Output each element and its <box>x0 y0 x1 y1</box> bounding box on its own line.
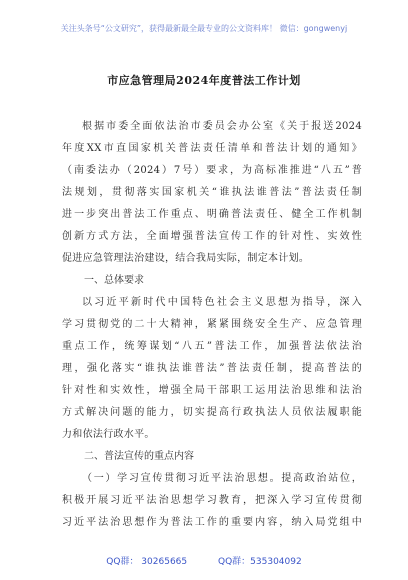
section2-paragraph <box>62 468 362 534</box>
section-heading-general-requirements: 一、总体要求 <box>84 275 144 286</box>
section1-line: 方式解决问题的能力，切实提高行政执法人员依法履职能 <box>62 407 362 418</box>
footer-contact <box>0 554 408 567</box>
intro-line: 法规划，贯彻落实国家机关“谁执法谁普法”普法责任制 <box>62 187 362 198</box>
intro-line: 创新方式方法，全面增强普法宣传工作的针对性、实效性 <box>62 231 362 242</box>
intro-line: 根据市委全面依法治市委员会办公室《关于报送2024 <box>82 121 362 132</box>
footer-qq-group-2: QQ群：535304092 <box>218 557 302 567</box>
section-heading-key-content: 二、普法宣传的重点内容 <box>84 451 194 462</box>
intro-line: （南委法办（2024）7号）要求，为高标准推进“八五”普 <box>62 165 362 176</box>
section1-line: 力和依法行政水平。 <box>62 429 155 440</box>
promo-banner: 关注头条号“公文研究”，获得最新最全最专业的公文资料库！ 微信：gongwenyj <box>60 24 348 33</box>
intro-paragraph <box>62 116 362 270</box>
document-title: 市应急管理局2024年度普法工作计划 <box>107 74 301 87</box>
intro-line: 进一步突出普法工作重点、明确普法责任、健全工作机制 <box>62 209 362 220</box>
intro-line: 促进应急管理法治建设，结合我局实际，制定本计划。 <box>62 253 310 264</box>
intro-line: 年度XX市直国家机关普法责任清单和普法计划的通知》 <box>62 143 362 154</box>
section1-line: 以习近平新时代中国特色社会主义思想为指导，深入 <box>82 297 362 308</box>
section1-line: 学习贯彻党的二十大精神，紧紧围绕安全生产、应急管理 <box>62 319 362 330</box>
footer-qq-group-1: QQ群： 30265665 <box>106 557 188 567</box>
section1-line: 针对性和实效性，增强全局干部职工运用法治思维和法治 <box>62 385 362 396</box>
section2-line: 积极开展习近平法治思想学习教育，把深入学习宣传贯彻 <box>62 495 362 506</box>
section1-line: 重点工作，统筹谋划“八五”普法工作，加强普法依法治 <box>62 341 362 352</box>
section1-paragraph <box>62 292 362 446</box>
section2-line: （一）学习宣传贯彻习近平法治思想。提高政治站位， <box>82 473 362 484</box>
section1-line: 理，强化落实“谁执法谁普法”普法责任制，提高普法的 <box>62 363 362 374</box>
section2-line: 习近平法治思想作为普法工作的重要内容，纳入局党组中 <box>62 517 362 528</box>
